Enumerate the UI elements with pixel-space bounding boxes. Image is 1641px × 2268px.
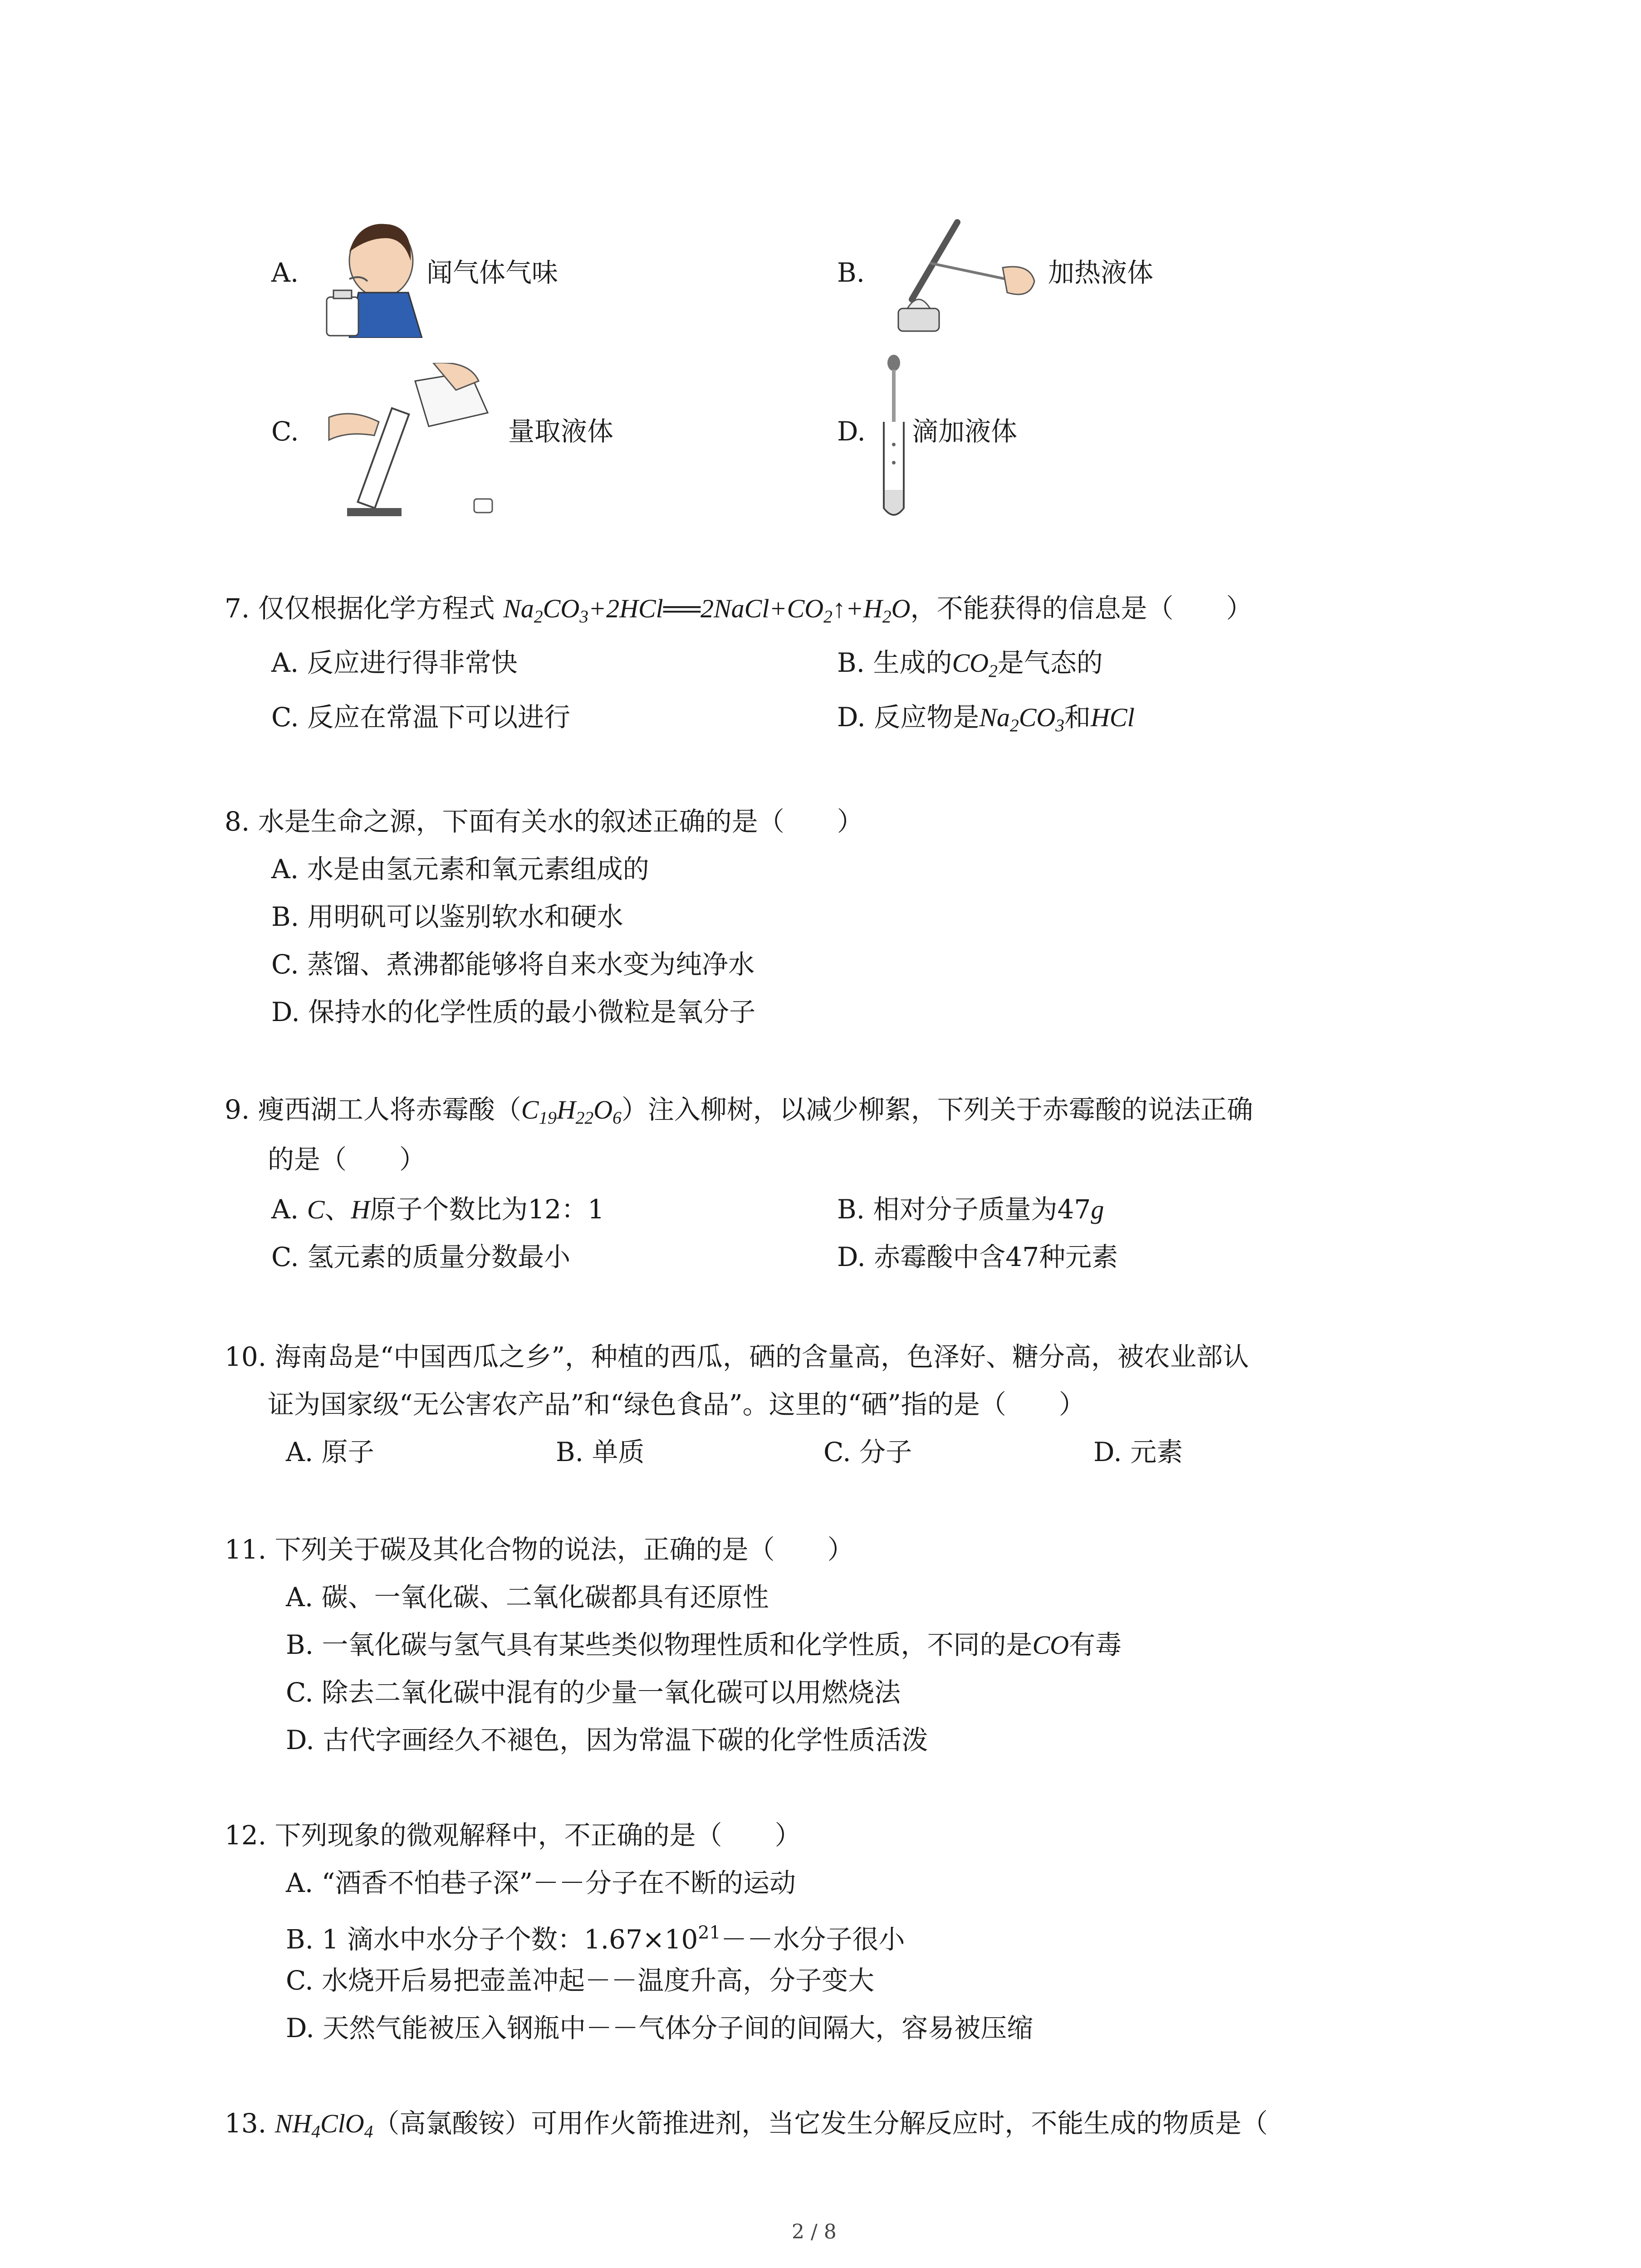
q8-option-b: B. 用明矾可以鉴别软水和硬水: [271, 901, 623, 932]
q9-option-b: B. 相对分子质量为47g: [837, 1194, 1104, 1225]
q6-option-c-label: 量取液体: [508, 416, 614, 447]
q6-option-a-letter: A.: [271, 257, 299, 288]
heating-test-tube-picture: [885, 213, 1039, 336]
q6-option-b-letter: B.: [837, 257, 865, 288]
dropper-test-tube-picture: [880, 354, 907, 522]
q10-stem-line1: 10. 海南岛是“中国西瓜之乡”，种植的西瓜，硒的含量高，色泽好、糖分高，被农业部认: [225, 1341, 1249, 1372]
smelling-gas-picture: [318, 211, 426, 338]
q7-option-b: B. 生成的$CO_2$是气态的: [837, 647, 1103, 681]
q12-option-b: B. 1 滴水中水分子个数：$1.67\times 10^{21}--$水分子很小: [286, 1922, 905, 1955]
q12-option-a: A. “酒香不怕巷子深”－－分子在不断的运动: [286, 1867, 796, 1898]
q7-option-a: A. 反应进行得非常快: [271, 647, 518, 678]
q10-option-d: D. 元素: [1093, 1437, 1183, 1467]
q11-option-b: B. 一氧化碳与氢气具有某些类似物理性质和化学性质，不同的是CO有毒: [286, 1629, 1122, 1660]
q11-option-d: D. 古代字画经久不褪色，因为常温下碳的化学性质活泼: [286, 1725, 928, 1755]
q6-option-b-label: 加热液体: [1048, 257, 1154, 288]
pouring-graduated-cylinder-picture: [320, 363, 510, 531]
q6-option-c-letter: C.: [271, 416, 299, 447]
q10-option-b: B. 单质: [556, 1437, 645, 1467]
q7-option-d: D. 反应物是$Na_2CO_3$和HCl: [837, 702, 1135, 736]
q6-option-d-letter: D.: [837, 416, 866, 447]
q6-option-d-label: 滴加液体: [912, 416, 1018, 447]
q12-option-c: C. 水烧开后易把壶盖冲起－－温度升高，分子变大: [286, 1965, 875, 1996]
q8-option-c: C. 蒸馏、煮沸都能够将自来水变为纯净水: [271, 949, 755, 980]
q9-option-c: C. 氢元素的质量分数最小: [271, 1242, 571, 1272]
q9-stem: 9. 瘦西湖工人将赤霉酸$(C_{19}H_{22}O_6)$注入柳树，以减少柳絮，下列关于赤霉酸的说法正确: [225, 1094, 1253, 1128]
q10-stem-line2: 证为国家级“无公害农产品”和“绿色食品”。这里的“硒”指的是（ ）: [268, 1389, 1085, 1420]
q10-option-a: A. 原子: [286, 1437, 374, 1467]
q12-stem: 12. 下列现象的微观解释中，不正确的是（ ）: [225, 1820, 801, 1851]
q9-stem-line2: 的是（ ）: [268, 1144, 426, 1175]
q13-stem: 13. $NH_4ClO_4$（高氯酸铵）可用作火箭推进剂，当它发生分解反应时，不能生成的物质是（: [225, 2108, 1268, 2142]
q7-stem: 7. 仅仅根据化学方程式 $Na_2CO_3+2HCl══2NaCl+CO_2↑+H_2O$，不能获得的信息是（ ）: [225, 593, 1253, 627]
q11-stem: 11. 下列关于碳及其化合物的说法，正确的是（ ）: [225, 1534, 854, 1565]
q12-option-d: D. 天然气能被压入钢瓶中－－气体分子间的间隔大，容易被压缩: [286, 2013, 1034, 2043]
q11-option-a: A. 碳、一氧化碳、二氧化碳都具有还原性: [286, 1582, 769, 1613]
q9-option-d: D. 赤霉酸中含47种元素: [837, 1242, 1118, 1272]
q10-option-c: C. 分子: [823, 1437, 912, 1467]
q7-option-c: C. 反应在常温下可以进行: [271, 702, 571, 733]
q8-option-d: D. 保持水的化学性质的最小微粒是氧分子: [271, 997, 756, 1027]
page-number: 2 / 8: [792, 2220, 837, 2244]
q11-option-c: C. 除去二氧化碳中混有的少量一氧化碳可以用燃烧法: [286, 1677, 901, 1708]
q8-option-a: A. 水是由氢元素和氧元素组成的: [271, 854, 649, 885]
q8-stem: 8. 水是生命之源，下面有关水的叙述正确的是（ ）: [225, 806, 863, 837]
q9-option-a: A. C、H原子个数比为12：1: [271, 1194, 605, 1225]
q6-option-a-label: 闻气体气味: [426, 257, 558, 288]
